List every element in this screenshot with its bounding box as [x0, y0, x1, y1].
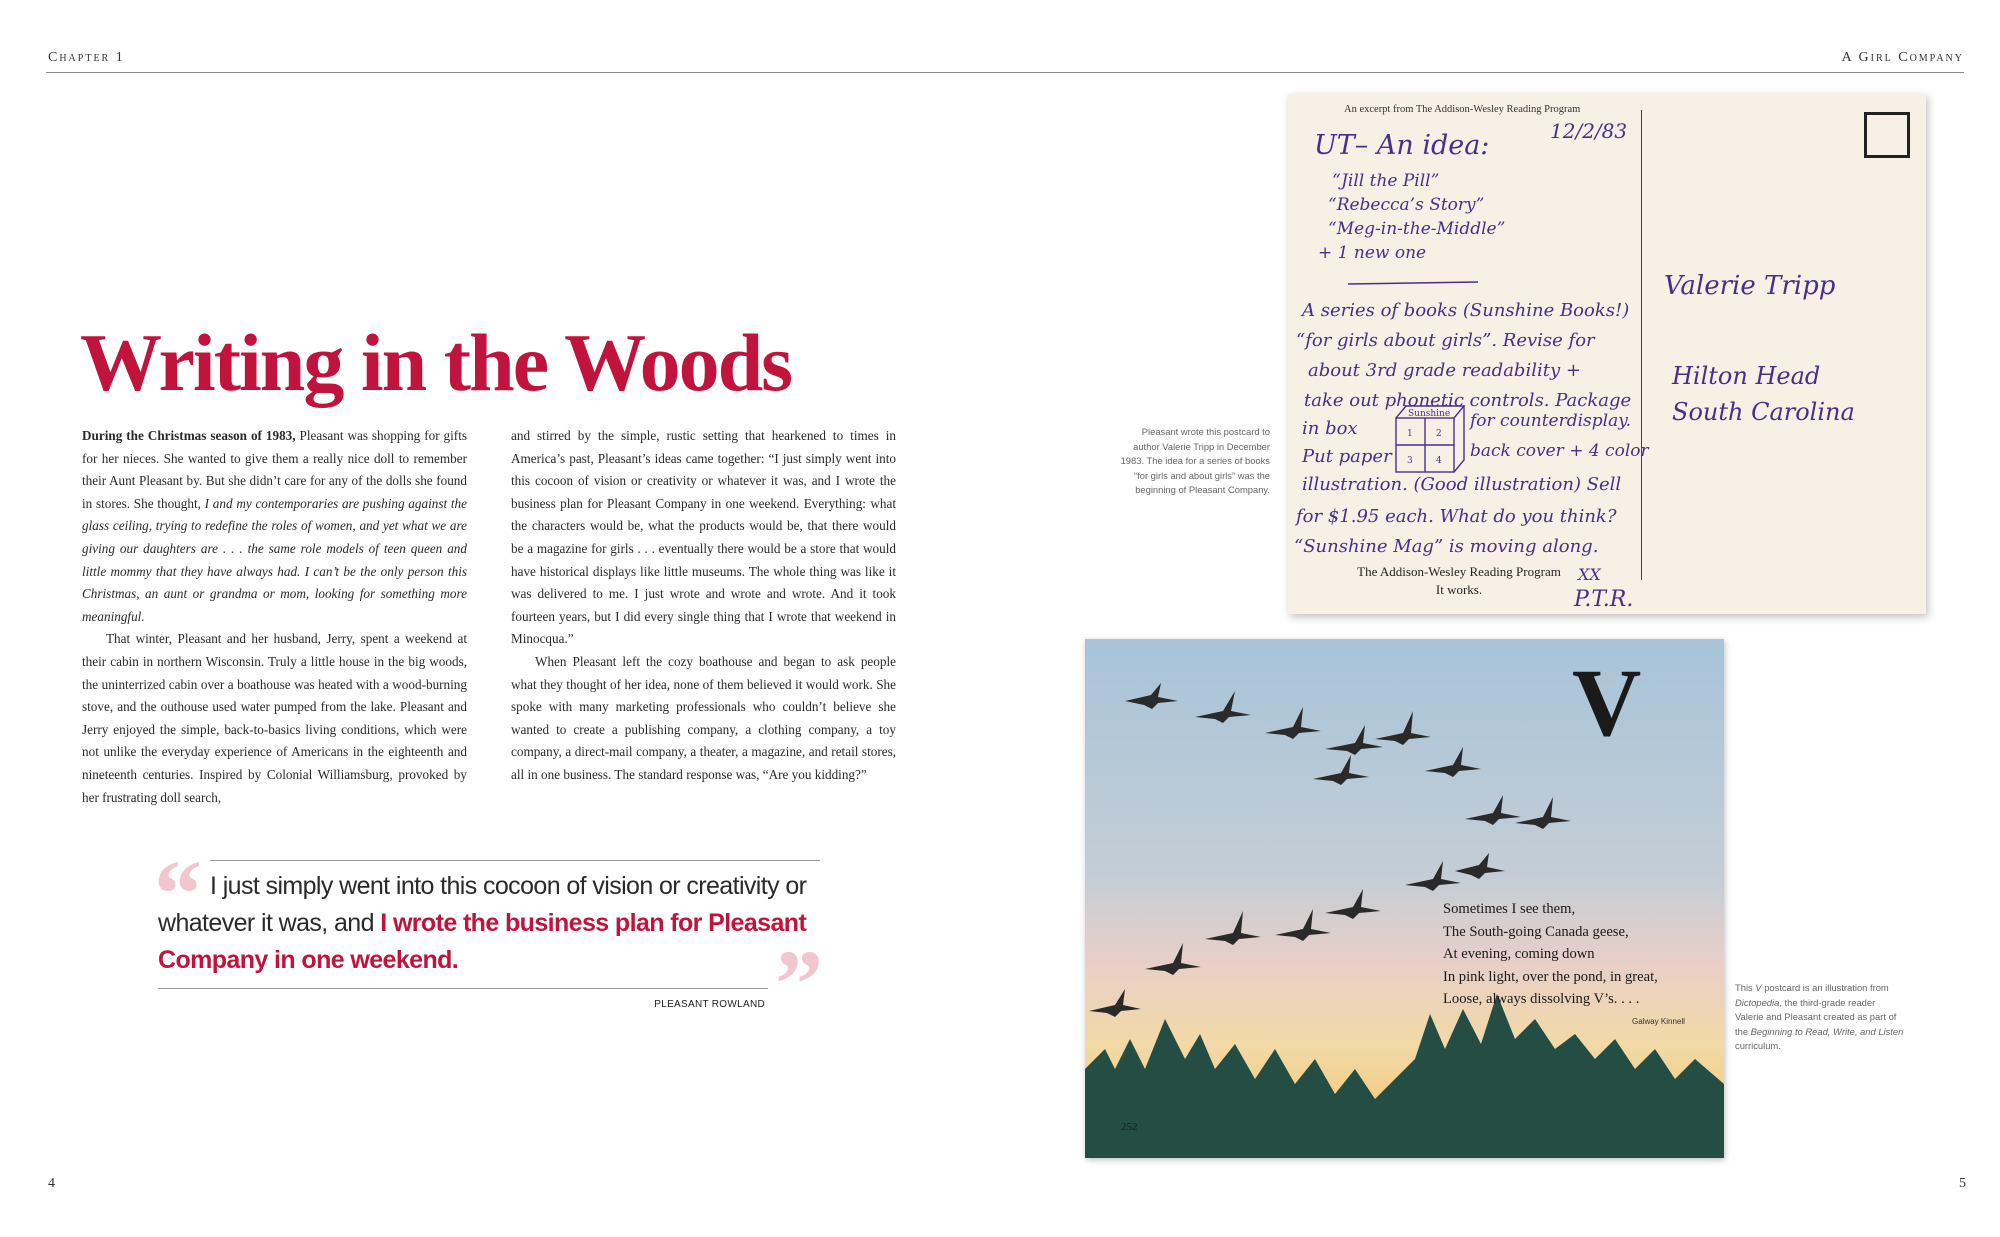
page-number-right: 5	[1959, 1176, 1966, 1191]
postcard-image	[1288, 94, 1926, 614]
illustration-caption	[1735, 981, 1905, 1054]
postcard-caption: Pleasant wrote this postcard to author Valerie Tripp in December 1983. The idea for a series of books “for girls and about girls” was the beginning of Pleasant Company.	[1120, 426, 1270, 495]
pull-quote-attribution: PLEASANT ROWLAND	[654, 999, 765, 1010]
poem-line: The South-going Canada geese,	[1443, 923, 1629, 940]
poem-line: Sometimes I see them,	[1443, 901, 1576, 917]
body-paragraph	[82, 425, 467, 628]
note-line: for $1.95 each. What do you think?	[1296, 506, 1617, 527]
sketch-label: 2	[1436, 429, 1442, 439]
italic-thought: I and my contemporaries are pushing against the glass ceiling, trying to redefine the roles of women, and yet what we are giving our daughters are . . . the same role models of teen queen and little mommy that they have always had. I can’t be the only person this Christmas, an aunt or grandma or mom, looking for something more meaningful.	[82, 495, 467, 624]
note-line: A series of books (Sunshine Books!)	[1302, 300, 1630, 321]
caption-text: curriculum.	[1735, 1040, 1781, 1051]
poem-line: At evening, coming down	[1443, 946, 1595, 962]
sketch-label: 4	[1436, 456, 1442, 466]
paragraph-text: Pleasant was shopping for gifts for her nieces. She wanted to give them a really nice doll to remember their Aunt Pleasant by. But she didn’t care for any of the dolls she found in stores. She thought,	[82, 428, 467, 511]
poem-line: Loose, always dissolving V’s. . . .	[1443, 991, 1640, 1007]
running-head-book-title: A Girl Company	[1841, 50, 1964, 65]
note-line: illustration. (Good illustration) Sell	[1302, 474, 1622, 495]
caption-text: postcard is an illustration from	[1761, 982, 1889, 993]
open-quote-mark-icon: “	[154, 840, 202, 947]
note-line: “Rebecca’s Story”	[1328, 195, 1485, 215]
illustration-page-number: 252	[1121, 1121, 1138, 1133]
note-signature: P.T.R.	[1574, 587, 1634, 612]
note-kisses: XX	[1578, 565, 1601, 584]
page-title: Writing in the Woods	[80, 317, 792, 408]
poem-line: In pink light, over the pond, in great,	[1443, 968, 1658, 985]
poet-credit: Galway Kinnell	[1632, 1017, 1685, 1026]
address-name: Valerie Tripp	[1664, 271, 1836, 301]
sketch-label: 3	[1407, 456, 1413, 466]
poem	[1443, 898, 1658, 1011]
sketch-label: Sunshine	[1408, 409, 1451, 419]
sketch-label: 1	[1407, 429, 1413, 439]
running-head-chapter: Chapter 1	[48, 50, 125, 65]
note-line: + 1 new one	[1318, 243, 1427, 263]
pull-quote-top-rule	[210, 860, 820, 861]
note-line: Put paper	[1302, 446, 1392, 467]
body-column-2	[511, 425, 896, 787]
lead-in: During the Christmas season of 1983,	[82, 428, 296, 443]
body-paragraph: That winter, Pleasant and her husband, Jerry, spent a weekend at their cabin in northern Wisconsin. Truly a little house in the big woods, the uninterrized cabin over a boathouse was heated with a wood-burning stove, and the outhouse used water pumped from the lake. Pleasant and Jerry enjoyed the simple, back-to-basics living conditions, which were not unlike the everyday experience of Americans in the eighteenth and nineteenth centuries. Inspired by Colonial Williamsburg, provoked by her frustrating doll search,	[82, 631, 467, 805]
caption-italic: V	[1755, 982, 1762, 993]
note-line: for counterdisplay.	[1470, 411, 1631, 431]
address-state: South Carolina	[1672, 398, 1855, 426]
pull-quote-bottom-rule	[158, 988, 768, 989]
close-quote-mark-icon: ”	[775, 930, 823, 1037]
address-city: Hilton Head	[1672, 362, 1821, 390]
caption-italic: Beginning to Read, Write, and Listen	[1750, 1025, 1904, 1037]
note-line: about 3rd grade readability +	[1308, 360, 1581, 381]
postcard-printed-tagline: It works.	[1435, 582, 1483, 597]
body-paragraph: When Pleasant left the cozy boathouse and began to ask people what they thought of her idea, none of them believed it would work. She spoke with many marketing professionals who couldn’t believe she wanted to create a publishing company, a clothing company, a toy company, a direct-mail company, a theater, a magazine, and retail stores, all in one business. The standard response was, “Are you kidding?”	[511, 653, 896, 782]
v-illustration-image	[1085, 639, 1724, 1158]
note-line: “Meg-in-the-Middle”	[1328, 219, 1506, 239]
caption-text: This	[1735, 982, 1756, 993]
note-line: take out phonetic controls. Package	[1304, 390, 1632, 411]
pull-quote	[158, 868, 828, 979]
pull-quote-plain: I just simply went into this cocoon of vision or creativity or whatever it was, and	[158, 872, 807, 937]
note-line: “Sunshine Mag” is moving along.	[1294, 536, 1599, 557]
body-column-1	[82, 425, 467, 809]
note-line: “for girls about girls”. Revise for	[1296, 330, 1595, 351]
note-line: UT– An idea:	[1314, 130, 1490, 161]
postcard-printed-footer: The Addison-Wesley Reading Program	[1357, 564, 1561, 579]
postcard-printed-header: An excerpt from The Addison-Wesley Reading Program	[1344, 104, 1581, 115]
v-letter: V	[1572, 649, 1642, 756]
note-line: back cover + 4 color	[1470, 441, 1649, 461]
header-rule	[46, 72, 1964, 73]
note-line: in box	[1302, 418, 1358, 439]
handwritten-note	[1288, 94, 1926, 614]
caption-italic: Dictopedia	[1735, 996, 1780, 1008]
pull-quote-highlight: I wrote the business plan for Pleasant Company in one weekend.	[158, 909, 807, 974]
body-paragraph: and stirred by the simple, rustic setting that hearkened to times in America’s past, Pleasant’s ideas came together: “I just simply went into this cocoon of vision or creativity or whatever it was, and I wrote the business plan for Pleasant Company in one weekend. Everything: what the characters would be, what the products would be, that there would be a magazine for girls . . . eventually there would be a store that would have historical displays like little museums. The whole thing was like it was delivered to me. I just wrote and wrote and wrote. And it took fourteen years, but I did every single thing that I wrote that weekend in Minocqua.”	[511, 428, 896, 647]
caption-text: , the third-grade reader Valerie and Pleasant created as part of the	[1735, 996, 1897, 1037]
note-date: 12/2/83	[1550, 119, 1628, 143]
page-number-left: 4	[48, 1176, 55, 1191]
note-line: “Jill the Pill”	[1332, 171, 1440, 191]
